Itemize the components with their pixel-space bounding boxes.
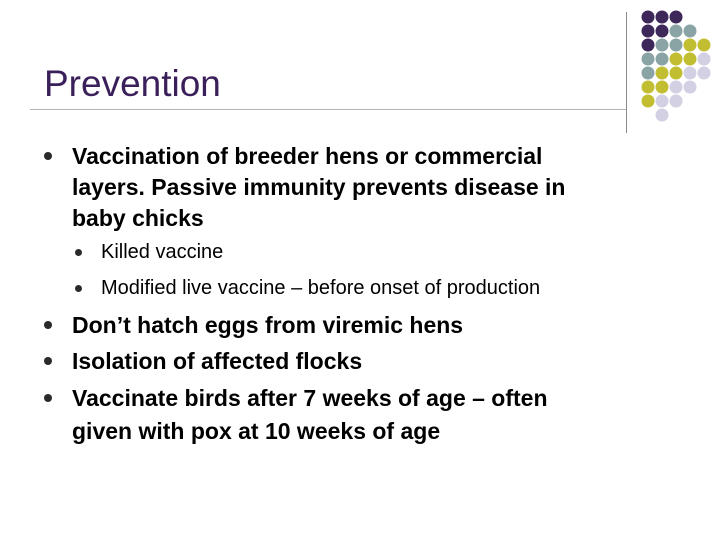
dot-lavender [684,81,697,94]
bullet-text-line: Isolation of affected flocks [72,348,363,374]
dot-olive [670,53,683,66]
dot-olive [684,53,697,66]
dot-purple [642,25,655,38]
title-underline [30,109,626,110]
bullet-text-line: Don’t hatch eggs from viremic hens [72,312,464,338]
dot-olive [642,81,655,94]
dot-olive [670,67,683,80]
dot-purple [670,11,683,24]
dot-teal [670,25,683,38]
vertical-divider [626,12,627,133]
dot-lavender [656,95,669,108]
dot-teal [670,39,683,52]
dot-lavender [698,67,711,80]
dot-teal [642,67,655,80]
dot-olive [642,95,655,108]
bullet-text-line: Killed vaccine [101,241,224,263]
dot-purple [656,25,669,38]
dot-olive [656,81,669,94]
dot-lavender [684,67,697,80]
dot-teal [684,25,697,38]
dot-lavender [670,95,683,108]
dot-lavender [656,109,669,122]
bullet-dot-icon [44,357,52,365]
bullet-text-line: baby chicks [72,205,204,231]
bullet-text-line: layers. Passive immunity prevents disease in [72,174,566,200]
dot-purple [642,11,655,24]
bullet-dot-icon [44,152,52,160]
bullet-dot-icon [75,285,82,292]
dot-purple [642,39,655,52]
bullet-dot-icon [44,321,52,329]
dot-lavender [670,81,683,94]
dot-teal [656,53,669,66]
bullet-text-line: Vaccinate birds after 7 weeks of age – often [72,385,548,411]
dot-olive [656,67,669,80]
dot-teal [656,39,669,52]
slide-title: Prevention [44,63,221,104]
bullet-dot-icon [75,249,82,256]
dot-teal [642,53,655,66]
bullet-text-line: Vaccination of breeder hens or commercial [72,143,543,169]
bullet-dot-icon [44,394,52,402]
bullet-text-line: given with pox at 10 weeks of age [72,418,441,444]
dot-lavender [698,53,711,66]
dot-olive [684,39,697,52]
dot-olive [698,39,711,52]
dot-purple [656,11,669,24]
bullet-text-line: Modified live vaccine – before onset of production [101,277,541,299]
